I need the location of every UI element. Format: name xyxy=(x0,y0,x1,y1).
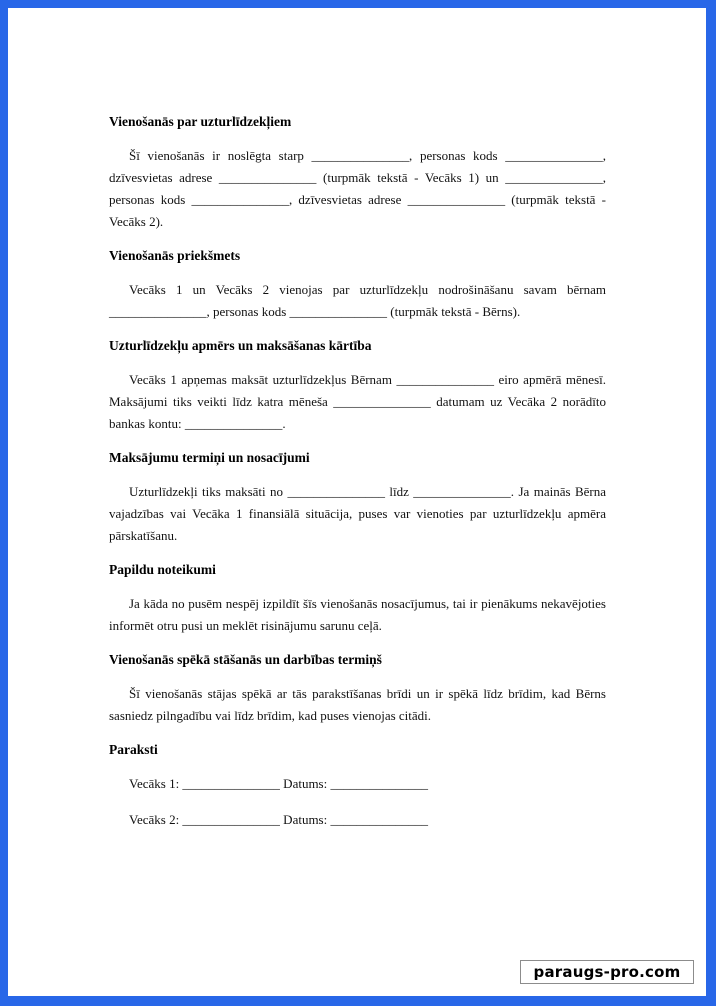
section-heading-validity: Vienošanās spēkā stāšanās un darbības termiņš xyxy=(109,652,382,667)
section-heading-additional: Papildu noteikumi xyxy=(109,562,216,577)
section-text-terms: Uzturlīdzekļi tiks maksāti no _______________ līdz _______________. Ja mainās Bērna vajadzības vai Vecāka 1 finansiālā situācija, puses var vienoties par uzturlīdzekļu apmēra pārskatīšanu. xyxy=(109,484,606,543)
signature-line-parent-1: Vecāks 1: _______________ Datums: _______________ xyxy=(129,776,428,791)
document-page xyxy=(8,8,706,996)
intro-paragraph: Šī vienošanās ir noslēgta starp _______________, personas kods _______________, dzīvesvietas adrese _______________ (turpmāk tekstā - Vecāks 1) un _______________, personas kods _______________, dzīvesvietas adrese _______________ (turpmāk tekstā - Vecāks 2). xyxy=(109,148,606,229)
watermark-label: paraugs-pro.com xyxy=(520,960,694,984)
section-text-validity: Šī vienošanās stājas spēkā ar tās parakstīšanas brīdi un ir spēkā līdz brīdim, kad Bērns sasniedz pilngadību vai līdz brīdim, kad puses vienojas citādi. xyxy=(109,686,606,723)
section-heading-subject: Vienošanās priekšmets xyxy=(109,248,241,263)
signature-line-parent-2: Vecāks 2: _______________ Datums: _______________ xyxy=(129,812,428,827)
signatures-heading: Paraksti xyxy=(109,742,158,757)
section-text-additional: Ja kāda no pusēm nespēj izpildīt šīs vienošanās nosacījumus, tai ir pienākums nekavējoties informēt otru pusi un meklēt risinājumu sarunu ceļā. xyxy=(109,596,606,633)
section-text-amount: Vecāks 1 apņemas maksāt uzturlīdzekļus Bērnam _______________ eiro apmērā mēnesī. Maksājumi tiks veikti līdz katra mēneša _______________ datumam uz Vecāka 2 norādīto bankas kontu: _______________. xyxy=(109,372,606,431)
document-body xyxy=(109,111,606,831)
document-title: Vienošanās par uzturlīdzekļiem xyxy=(109,114,292,129)
section-heading-terms: Maksājumu termiņi un nosacījumi xyxy=(109,450,310,465)
section-text-subject: Vecāks 1 un Vecāks 2 vienojas par uzturlīdzekļu nodrošināšanu savam bērnam _______________, personas kods _______________ (turpmāk tekstā - Bērns). xyxy=(109,282,606,319)
section-heading-amount: Uzturlīdzekļu apmērs un maksāšanas kārtība xyxy=(109,338,372,353)
